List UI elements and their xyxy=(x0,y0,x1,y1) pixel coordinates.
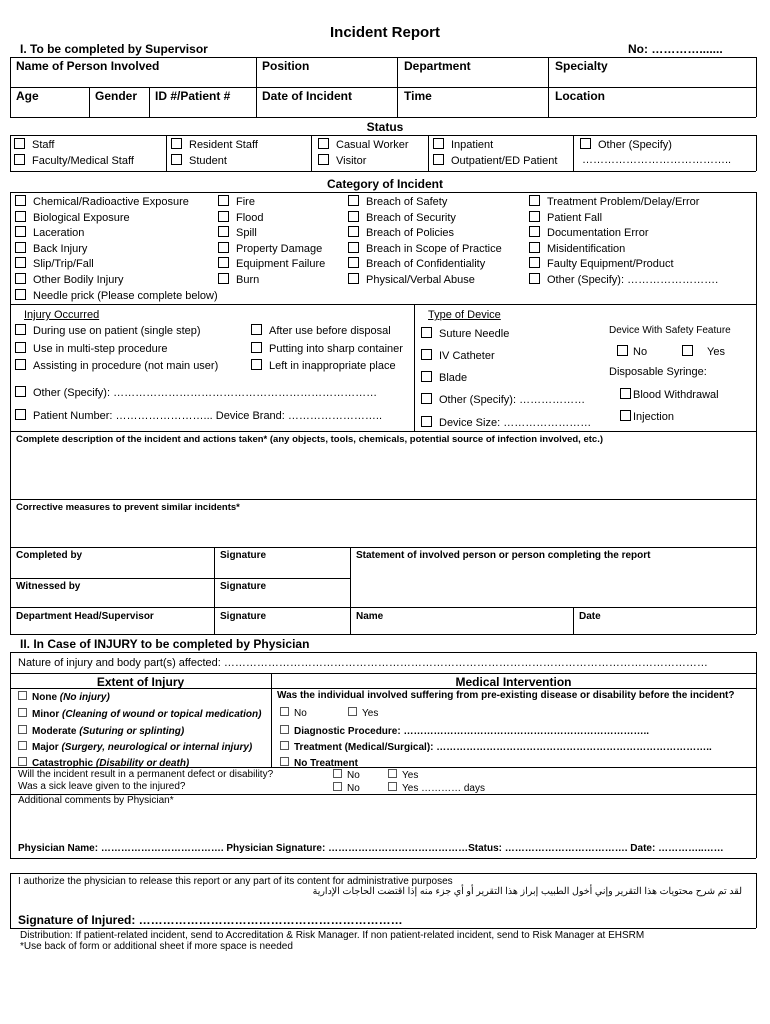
checkbox-box xyxy=(529,242,540,253)
checkbox-box xyxy=(15,211,26,222)
cat-d-checkbox-4[interactable] xyxy=(529,242,625,255)
checkbox-box xyxy=(218,226,229,237)
checkbox-label: Patient Fall xyxy=(547,211,603,224)
corrective-field[interactable]: Corrective measures to prevent similar incidents* xyxy=(16,502,240,513)
checkbox-label: Breach of Security xyxy=(366,211,456,224)
description-field[interactable]: Complete description of the incident and actions taken* (any objects, tools, chemicals, potential source of infection involved, etc.) xyxy=(16,434,603,445)
checkbox-box xyxy=(529,195,540,206)
checkbox-box xyxy=(348,195,359,206)
checkbox-box xyxy=(529,226,540,237)
nature-of-injury-field[interactable]: Nature of injury and body part(s) affected: …………………………………………………………………………………………………………………… xyxy=(18,657,708,669)
checkbox-label: Other (Specify): ……………………. xyxy=(547,273,719,286)
status-other-checkbox[interactable]: Other (Specify) xyxy=(580,138,672,151)
checkbox-box xyxy=(529,257,540,268)
authorization-arabic-text: لقد تم شرح محتويات هذا التقرير وإني أخول الطبيب إبراز هذا التقرير أو أي جزء منه إذا اقتضت الحاجات الإدارية xyxy=(312,886,742,897)
category-heading: Category of Incident xyxy=(326,177,443,191)
status-faculty-checkbox[interactable]: Faculty/Medical Staff xyxy=(14,154,134,167)
extent-option-2[interactable] xyxy=(18,708,261,720)
treatment-checkbox[interactable]: Treatment (Medical/Surgical): ……………………………………………………………………….. xyxy=(280,741,712,753)
checkbox-box xyxy=(18,725,27,734)
checkbox-label: Treatment Problem/Delay/Error xyxy=(547,196,700,208)
preexisting-yes-checkbox[interactable]: Yes xyxy=(348,707,378,719)
extent-level: Catastrophic xyxy=(32,758,94,769)
checkbox-box xyxy=(15,242,26,253)
blood-withdrawal-checkbox[interactable]: Blood Withdrawal xyxy=(620,388,719,401)
sick-leave-yes-checkbox[interactable]: Yes ………… days xyxy=(388,782,485,794)
cat-b-checkbox-2[interactable] xyxy=(218,211,264,224)
extent-level: Major xyxy=(32,742,59,753)
extent-option-1[interactable] xyxy=(18,691,110,703)
extent-option-4[interactable] xyxy=(18,741,252,753)
dept-head-field[interactable]: Department Head/Supervisor xyxy=(16,611,154,622)
injury-left-inappropriate-checkbox[interactable]: Left in inappropriate place xyxy=(251,359,396,372)
checkbox-label: Burn xyxy=(236,273,260,286)
checkbox-label: Breach in Scope of Practice xyxy=(366,242,502,255)
injury-single-step-checkbox[interactable]: During use on patient (single step) xyxy=(15,324,201,337)
completed-signature-field[interactable]: Signature xyxy=(220,550,267,561)
checkbox-label: Slip/Trip/Fall xyxy=(33,258,94,270)
cat-c-checkbox-2[interactable] xyxy=(348,211,456,224)
checkbox-box xyxy=(348,226,359,237)
injury-after-use-checkbox[interactable]: After use before disposal xyxy=(251,324,391,337)
extent-heading: Extent of Injury xyxy=(96,675,185,689)
needle-prick-checkbox[interactable]: Needle prick (Please complete below) xyxy=(15,289,218,302)
checkbox-label: Misidentification xyxy=(547,242,626,255)
injury-assisting-checkbox[interactable]: Assisting in procedure (not main user) xyxy=(15,359,218,372)
injury-sharp-container-checkbox[interactable]: Putting into sharp container xyxy=(251,342,403,355)
statement-field[interactable]: Statement of involved person or person completing the report xyxy=(356,550,651,561)
checkbox-label: Physical/Verbal Abuse xyxy=(366,273,475,286)
name-field[interactable]: Name of Person Involved xyxy=(16,59,160,73)
status-staff-checkbox[interactable]: Staff xyxy=(14,138,54,151)
patient-number-checkbox[interactable]: Patient Number: ……………………... Device Brand: …………………….. xyxy=(15,409,382,422)
checkbox-box xyxy=(15,195,26,206)
dept-head-signature-field[interactable]: Signature xyxy=(220,611,267,622)
cat-a-checkbox-6[interactable] xyxy=(15,273,123,286)
witnessed-by-field[interactable]: Witnessed by xyxy=(16,581,81,592)
checkbox-label: Faulty Equipment/Product xyxy=(547,258,674,270)
cat-d-checkbox-3[interactable] xyxy=(529,226,649,239)
injection-checkbox[interactable]: Injection xyxy=(620,410,674,423)
cat-a-checkbox-1[interactable] xyxy=(15,195,189,208)
status-outpatient-checkbox[interactable]: Outpatient/ED Patient xyxy=(433,154,557,167)
checkbox-box xyxy=(15,226,26,237)
age-field[interactable]: Age xyxy=(16,89,39,103)
status-other-line[interactable]: ………………………………….. xyxy=(582,154,732,166)
cat-b-checkbox-1[interactable] xyxy=(218,195,255,208)
report-number[interactable]: No: …………....... xyxy=(628,42,723,56)
checkbox-box xyxy=(348,273,359,284)
checkbox-label: Breach of Confidentiality xyxy=(366,258,486,270)
checkbox-label: Property Damage xyxy=(236,242,323,255)
preexisting-no-checkbox[interactable]: No xyxy=(280,707,307,719)
checkbox-label: Documentation Error xyxy=(547,227,649,239)
device-other-checkbox[interactable]: Other (Specify): ……………… xyxy=(421,393,585,406)
checkbox-box xyxy=(218,211,229,222)
cat-d-checkbox-1[interactable] xyxy=(529,195,699,208)
extent-description: (Disability or death) xyxy=(95,758,190,769)
checkbox-box xyxy=(348,242,359,253)
time-field[interactable]: Time xyxy=(404,89,432,103)
cat-b-checkbox-6[interactable] xyxy=(218,273,259,286)
status-inpatient-checkbox[interactable]: Inpatient xyxy=(433,138,493,151)
device-blade-checkbox[interactable]: Blade xyxy=(421,371,467,384)
preexisting-question: Was the individual involved suffering from pre-existing disease or disability before the incident? xyxy=(277,690,735,701)
checkbox-label: Breach of Policies xyxy=(366,227,455,239)
cat-c-checkbox-5[interactable] xyxy=(348,257,485,270)
status-visitor-checkbox[interactable]: Visitor xyxy=(318,154,366,167)
checkbox-label: Biological Exposure xyxy=(33,211,130,224)
position-field[interactable]: Position xyxy=(262,59,310,73)
checkbox-box xyxy=(348,257,359,268)
injured-signature-field[interactable]: Signature of Injured: ………………………………………………………… xyxy=(18,913,403,927)
section-2-heading: II. In Case of INJURY to be completed by Physician xyxy=(20,637,310,651)
use-back-note: *Use back of form or additional sheet if more space is needed xyxy=(20,941,293,952)
cat-d-checkbox-2[interactable] xyxy=(529,211,602,224)
extent-option-3[interactable] xyxy=(18,725,184,737)
checkbox-box xyxy=(15,273,26,284)
status-student-checkbox[interactable]: Student xyxy=(171,154,227,167)
checkbox-label: Laceration xyxy=(33,227,85,239)
extent-level: Moderate xyxy=(32,726,77,737)
checkbox-label: Back Injury xyxy=(33,242,88,255)
date-of-incident-field[interactable]: Date of Incident xyxy=(262,89,353,103)
checkbox-label: Fire xyxy=(236,196,255,208)
physician-comments-field[interactable]: Additional comments by Physician* xyxy=(18,795,174,806)
department-field[interactable]: Department xyxy=(404,59,471,73)
cat-c-checkbox-3[interactable] xyxy=(348,226,454,239)
location-field[interactable]: Location xyxy=(555,89,605,103)
checkbox-label: Chemical/Radioactive Exposure xyxy=(33,196,189,208)
page-title: Incident Report xyxy=(329,24,440,41)
checkbox-box xyxy=(15,257,26,268)
extent-level: None xyxy=(32,692,57,703)
checkbox-box xyxy=(218,273,229,284)
cat-c-checkbox-1[interactable] xyxy=(348,195,447,208)
device-iv-checkbox[interactable]: IV Catheter xyxy=(421,349,495,362)
sick-leave-no-checkbox[interactable]: No xyxy=(333,782,360,794)
id-field[interactable]: ID #/Patient # xyxy=(155,89,231,103)
cat-d-checkbox-6[interactable] xyxy=(529,273,718,286)
cat-b-checkbox-3[interactable] xyxy=(218,226,257,239)
injury-other-checkbox[interactable]: Other (Specify): ……………………………………………………………… xyxy=(15,386,377,399)
checkbox-label: Breach of Safety xyxy=(366,196,448,208)
checkbox-box xyxy=(529,211,540,222)
status-heading: Status xyxy=(366,120,404,134)
statement-name-field[interactable]: Name xyxy=(356,611,384,622)
cat-b-checkbox-4[interactable] xyxy=(218,242,322,255)
witness-signature-field[interactable]: Signature xyxy=(220,581,267,592)
checkbox-label: Equipment Failure xyxy=(236,258,326,270)
checkbox-box xyxy=(18,708,27,717)
safety-no-checkbox[interactable]: No xyxy=(617,345,647,358)
device-suture-checkbox[interactable]: Suture Needle xyxy=(421,327,509,340)
permanent-no-checkbox[interactable]: No xyxy=(333,769,360,781)
checkbox-box xyxy=(348,211,359,222)
completed-by-field[interactable]: Completed by xyxy=(16,550,83,561)
checkbox-box xyxy=(218,257,229,268)
statement-date-field[interactable]: Date xyxy=(579,611,601,622)
status-resident-checkbox[interactable]: Resident Staff xyxy=(171,138,258,151)
cat-a-checkbox-5[interactable] xyxy=(15,257,94,270)
extent-description: (Cleaning of wound or topical medication) xyxy=(62,709,262,720)
permanent-yes-checkbox[interactable]: Yes xyxy=(388,769,418,781)
checkbox-label: Flood xyxy=(236,211,264,224)
checkbox-label: Spill xyxy=(236,227,257,239)
section-1-heading: I. To be completed by Supervisor xyxy=(20,42,208,56)
cat-a-checkbox-3[interactable] xyxy=(15,226,84,239)
extent-description: (Suturing or splinting) xyxy=(79,726,185,737)
no-treatment-checkbox[interactable]: No Treatment xyxy=(280,757,358,769)
cat-a-checkbox-4[interactable] xyxy=(15,242,87,255)
checkbox-box xyxy=(529,273,540,284)
injury-heading: Injury Occurred xyxy=(24,309,100,321)
checkbox-box xyxy=(218,195,229,206)
injury-multi-step-checkbox[interactable]: Use in multi-step procedure xyxy=(15,342,168,355)
sick-leave-question: Was a sick leave given to the injured? xyxy=(18,781,186,792)
checkbox-box xyxy=(18,691,27,700)
safety-yes-checkbox[interactable]: Yes xyxy=(682,345,725,358)
checkbox-box xyxy=(218,242,229,253)
device-size-checkbox[interactable]: Device Size: …………………… xyxy=(421,416,591,429)
extent-level: Minor xyxy=(32,709,60,720)
cat-d-checkbox-5[interactable] xyxy=(529,257,674,270)
checkbox-box xyxy=(18,741,27,750)
gender-field[interactable]: Gender xyxy=(95,89,138,103)
checkbox-label: Other Bodily Injury xyxy=(33,273,124,286)
medical-heading: Medical Intervention xyxy=(455,675,572,689)
specialty-field[interactable]: Specialty xyxy=(555,59,608,73)
authorization-text: I authorize the physician to release this report or any part of its content for administrative purposes xyxy=(18,876,453,887)
extent-description: (Surgery, neurological or internal injury) xyxy=(61,742,253,753)
status-casual-checkbox[interactable]: Casual Worker xyxy=(318,138,409,151)
diagnostic-checkbox[interactable]: Diagnostic Procedure: ……………………………………………………………….. xyxy=(280,725,649,737)
cat-a-checkbox-2[interactable] xyxy=(15,211,130,224)
physician-signoff-line[interactable]: Physician Name: ………………………………. Physician Signature: ……………………………………Status: ………………………………. Date: …………..…… xyxy=(18,843,724,854)
device-heading: Type of Device xyxy=(428,309,501,321)
distribution-note: Distribution: If patient-related incident, send to Accreditation & Risk Manager. If non patient-related incident, send to Risk Manager at EHSRM xyxy=(20,930,645,941)
permanent-defect-question: Will the incident result in a permanent defect or disability? xyxy=(18,769,274,780)
syringe-label: Disposable Syringe: xyxy=(609,366,707,378)
cat-c-checkbox-4[interactable] xyxy=(348,242,502,255)
cat-b-checkbox-5[interactable] xyxy=(218,257,325,270)
checkbox-box xyxy=(18,757,27,766)
cat-c-checkbox-6[interactable] xyxy=(348,273,475,286)
extent-description: (No injury) xyxy=(59,692,110,703)
safety-feature-label: Device With Safety Feature xyxy=(609,325,731,336)
